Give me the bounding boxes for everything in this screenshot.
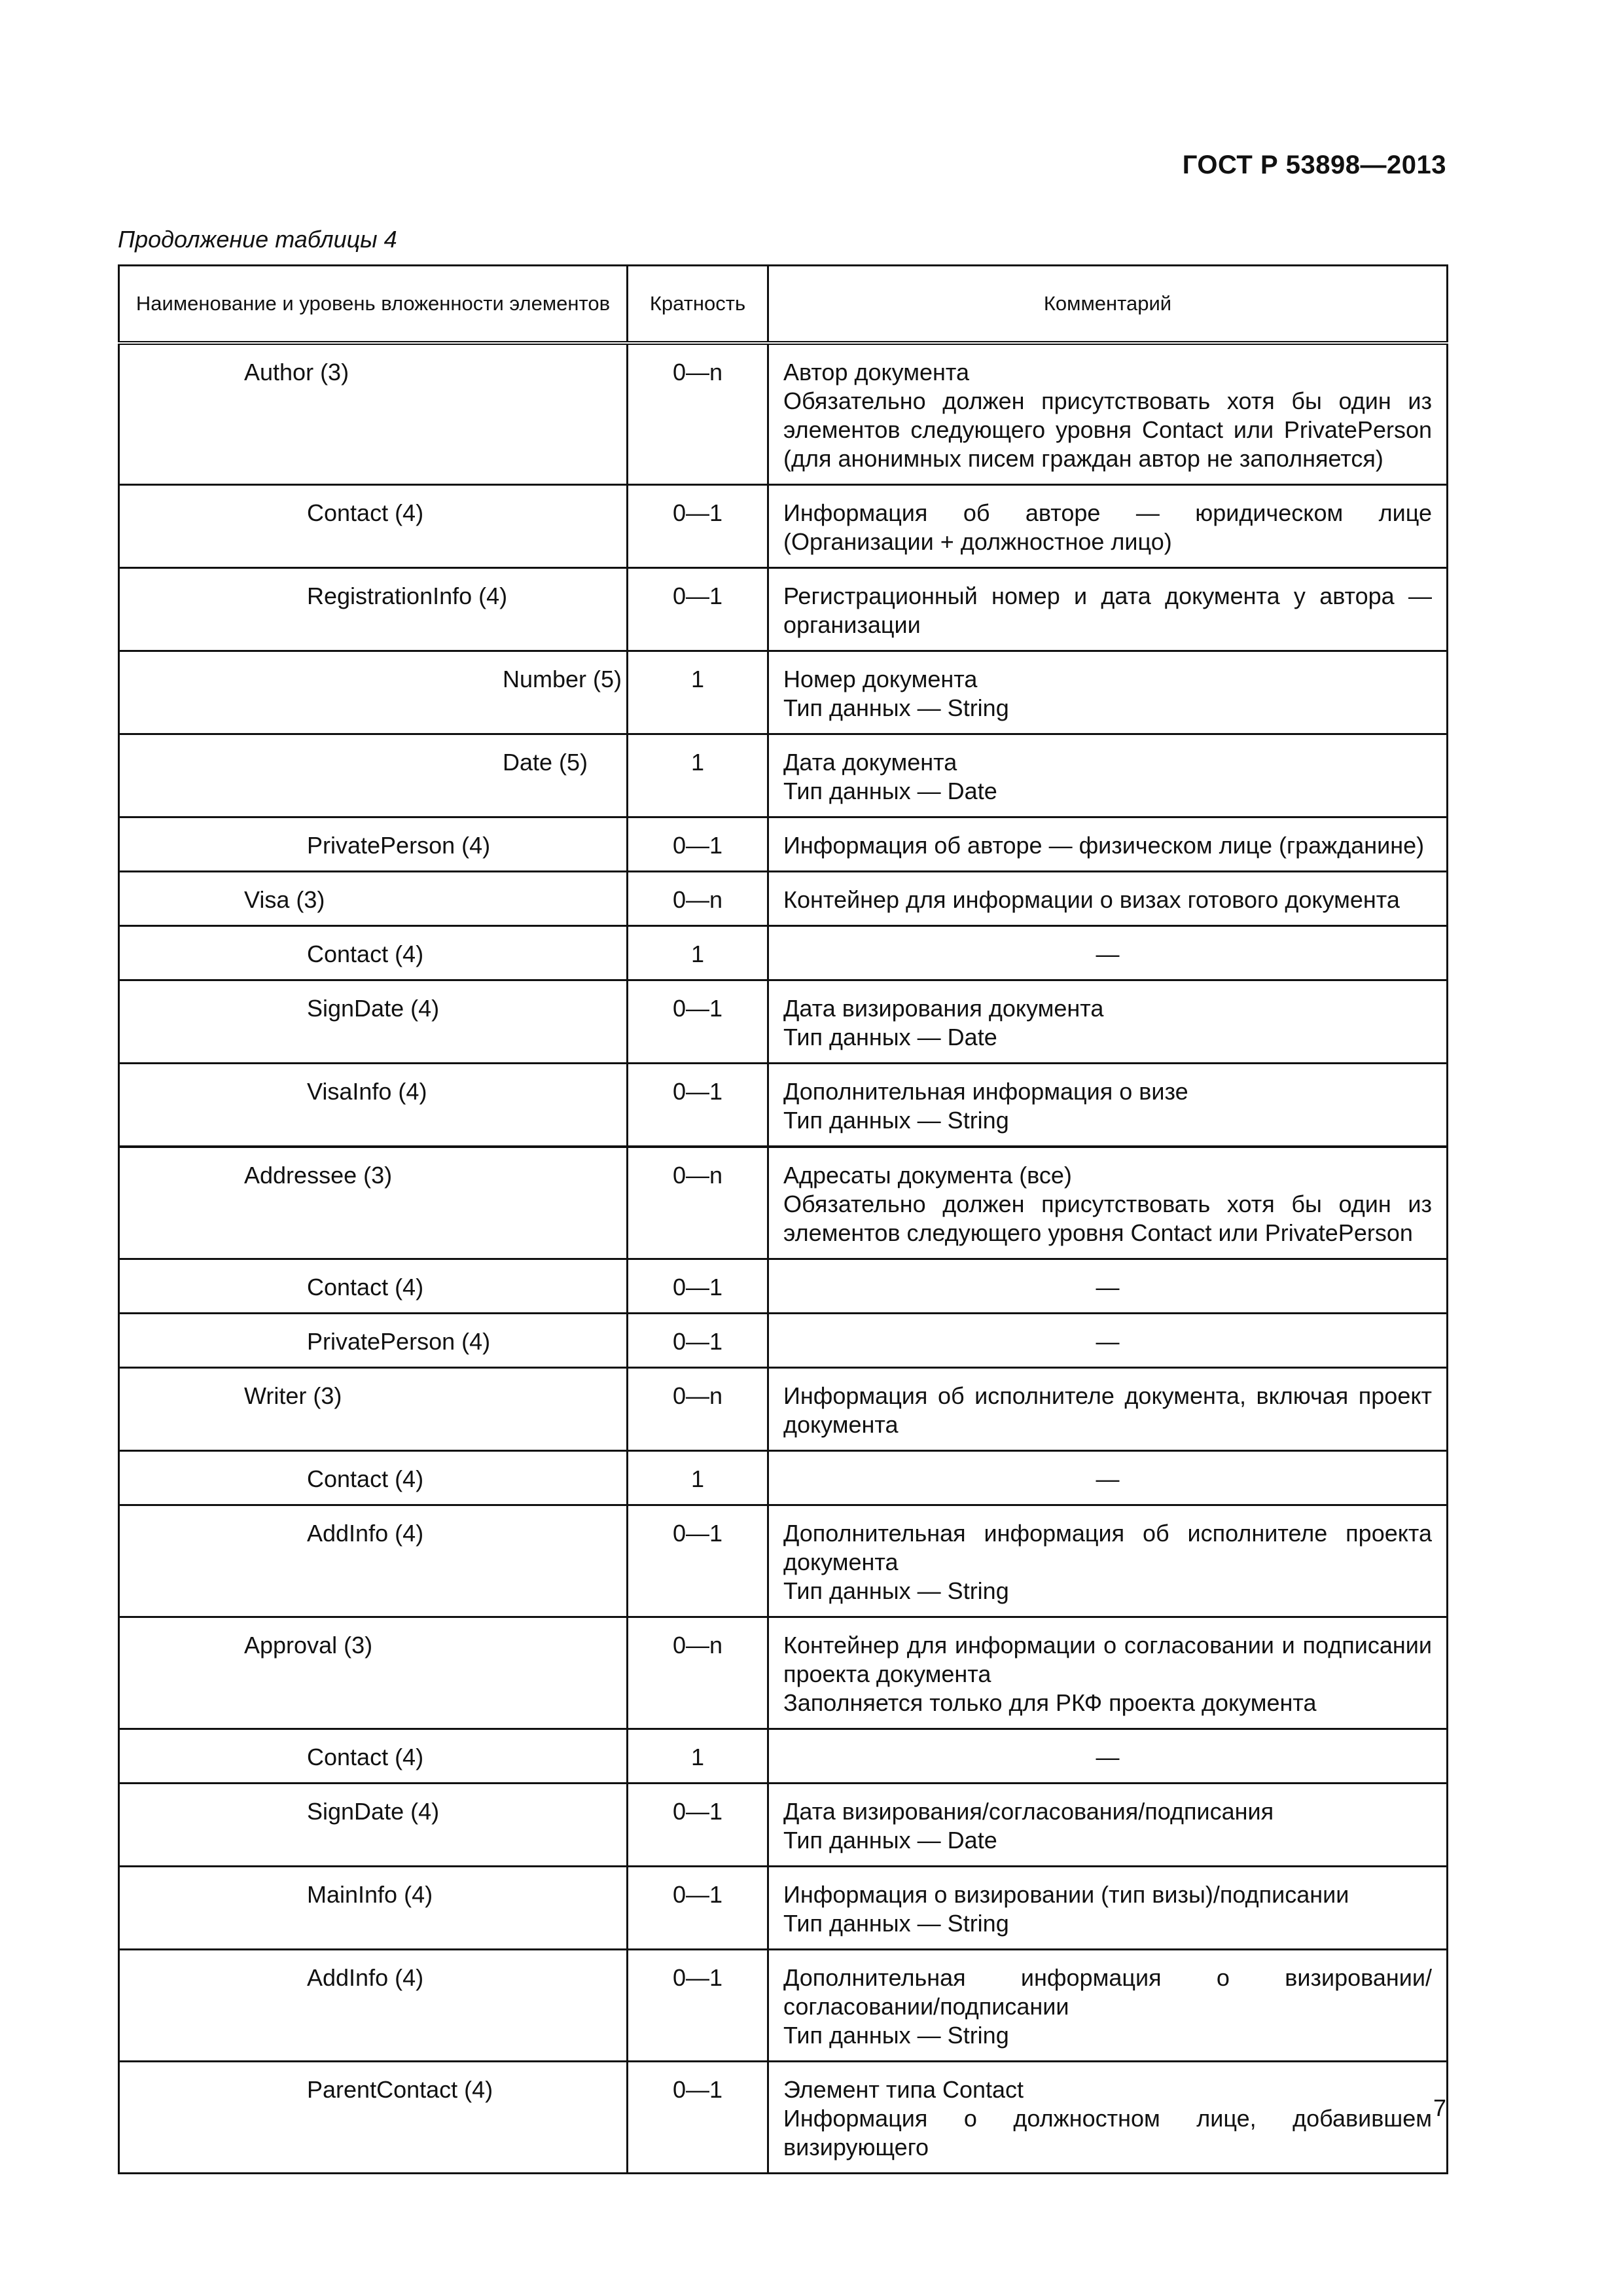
element-name-cell: Approval (3)	[119, 1617, 628, 1729]
multiplicity-cell: 1	[628, 1451, 768, 1505]
element-name-cell: Writer (3)	[119, 1368, 628, 1451]
comment-line: —	[1096, 1328, 1120, 1355]
table-row	[119, 1314, 1448, 1368]
table-row	[119, 926, 1448, 980]
element-name-cell: Addressee (3)	[119, 1147, 628, 1259]
multiplicity-cell: 0—1	[628, 1314, 768, 1368]
element-name-cell: MainInfo (4)	[119, 1867, 628, 1950]
comment-cell	[768, 1617, 1448, 1729]
table-row	[119, 1784, 1448, 1867]
multiplicity-cell: 0—n	[628, 1617, 768, 1729]
element-name-cell: Contact (4)	[119, 1259, 628, 1314]
table-row	[119, 1505, 1448, 1617]
comment-cell	[768, 568, 1448, 651]
table-row	[119, 1950, 1448, 2062]
multiplicity-cell: 0—n	[628, 872, 768, 926]
table-row	[119, 1259, 1448, 1314]
comment-cell	[768, 2062, 1448, 2174]
multiplicity-cell: 0—1	[628, 1867, 768, 1950]
multiplicity-cell: 1	[628, 734, 768, 817]
comment-line: Контейнер для информации о визах готового документа	[783, 886, 1400, 913]
table-row	[119, 980, 1448, 1064]
comment-cell	[768, 980, 1448, 1064]
comment-line: Информация об авторе — физическом лице (гражданине)	[783, 832, 1425, 859]
element-name-cell: VisaInfo (4)	[119, 1064, 628, 1147]
element-name-cell: Visa (3)	[119, 872, 628, 926]
comment-cell	[768, 926, 1448, 980]
element-name-cell: ParentContact (4)	[119, 2062, 628, 2174]
comment-line: Регистрационный номер и дата документа у автора — организации	[783, 583, 1432, 638]
elements-table-container	[118, 264, 1446, 2174]
multiplicity-cell: 0—n	[628, 343, 768, 485]
table-row	[119, 2062, 1448, 2174]
comment-line: —	[1096, 1744, 1120, 1770]
comment-line: Тип данных — String	[783, 1910, 1009, 1937]
comment-line: Дополнительная информация о визе	[783, 1078, 1188, 1105]
element-name-cell: Contact (4)	[119, 485, 628, 568]
multiplicity-cell: 0—1	[628, 568, 768, 651]
multiplicity-cell: 0—1	[628, 485, 768, 568]
comment-line: Заполняется только для РКФ проекта документа	[783, 1689, 1317, 1716]
element-name-cell: Contact (4)	[119, 926, 628, 980]
comment-line: Тип данных — String	[783, 2022, 1009, 2049]
comment-cell	[768, 817, 1448, 872]
table-row	[119, 734, 1448, 817]
comment-cell	[768, 1064, 1448, 1147]
multiplicity-cell: 0—1	[628, 980, 768, 1064]
comment-line: Обязательно должен присутствовать хотя бы один из элементов следующего уровня Contact или PrivatePerson (для анонимных писем граждан автор не заполняется)	[783, 387, 1432, 472]
multiplicity-cell: 0—1	[628, 1259, 768, 1314]
element-name-cell: PrivatePerson (4)	[119, 1314, 628, 1368]
comment-line: Дата визирования/согласования/подписания	[783, 1798, 1274, 1825]
comment-cell	[768, 343, 1448, 485]
comment-cell	[768, 1867, 1448, 1950]
comment-line: Информация о должностном лице, добавившем визирующего	[783, 2105, 1432, 2161]
comment-line: Контейнер для информации о согласовании и подписании проекта документа	[783, 1632, 1432, 1687]
table-row	[119, 651, 1448, 734]
table-row	[119, 872, 1448, 926]
multiplicity-cell: 0—n	[628, 1368, 768, 1451]
comment-line: Номер документа	[783, 666, 978, 692]
comment-cell	[768, 1950, 1448, 2062]
comment-cell	[768, 1729, 1448, 1784]
table-row	[119, 1368, 1448, 1451]
multiplicity-cell: 1	[628, 651, 768, 734]
comment-line: Обязательно должен присутствовать хотя бы один из элементов следующего уровня Contact или PrivatePerson	[783, 1191, 1432, 1246]
comment-line: —	[1096, 941, 1120, 967]
table-row	[119, 1064, 1448, 1147]
table-row	[119, 568, 1448, 651]
element-name-cell: PrivatePerson (4)	[119, 817, 628, 872]
comment-line: —	[1096, 1465, 1120, 1492]
element-name-cell: RegistrationInfo (4)	[119, 568, 628, 651]
element-name-cell: AddInfo (4)	[119, 1505, 628, 1617]
column-header-multiplicity: Кратность	[628, 266, 768, 344]
multiplicity-cell: 0—1	[628, 1505, 768, 1617]
comment-cell	[768, 1505, 1448, 1617]
table-row	[119, 343, 1448, 485]
table-header-row	[119, 266, 1448, 344]
table-row	[119, 1147, 1448, 1259]
comment-line: Автор документа	[783, 359, 970, 386]
multiplicity-cell: 1	[628, 926, 768, 980]
element-name-cell: Number (5)	[119, 651, 628, 734]
comment-line: Адресаты документа (все)	[783, 1162, 1072, 1189]
comment-line: Информация о визировании (тип визы)/подписании	[783, 1881, 1349, 1908]
comment-cell	[768, 734, 1448, 817]
table-caption: Продолжение таблицы 4	[118, 226, 397, 253]
table-body	[119, 343, 1448, 2174]
multiplicity-cell: 1	[628, 1729, 768, 1784]
comment-line: Элемент типа Contact	[783, 2076, 1024, 2103]
table-row	[119, 1867, 1448, 1950]
element-name-cell: Author (3)	[119, 343, 628, 485]
element-name-cell: Date (5)	[119, 734, 628, 817]
multiplicity-cell: 0—n	[628, 1147, 768, 1259]
comment-cell	[768, 651, 1448, 734]
table-row	[119, 1451, 1448, 1505]
multiplicity-cell: 0—1	[628, 1784, 768, 1867]
comment-line: Информация об авторе — юридическом лице (Организации + должностное лицо)	[783, 499, 1432, 555]
comment-cell	[768, 1147, 1448, 1259]
comment-line: Тип данных — Date	[783, 1024, 997, 1050]
comment-line: Информация об исполнителе документа, включая проект документа	[783, 1382, 1432, 1438]
multiplicity-cell: 0—1	[628, 1950, 768, 2062]
multiplicity-cell: 0—1	[628, 1064, 768, 1147]
comment-cell	[768, 1784, 1448, 1867]
element-name-cell: SignDate (4)	[119, 980, 628, 1064]
element-name-cell: SignDate (4)	[119, 1784, 628, 1867]
table-row	[119, 1729, 1448, 1784]
standard-designation: ГОСТ Р 53898—2013	[1182, 151, 1446, 179]
comment-line: Дата документа	[783, 749, 957, 776]
column-header-name: Наименование и уровень вложенности элементов	[119, 266, 628, 344]
comment-line: —	[1096, 1274, 1120, 1300]
comment-line: Тип данных — Date	[783, 1827, 997, 1854]
elements-table	[118, 264, 1448, 2174]
comment-cell	[768, 1368, 1448, 1451]
comment-cell	[768, 485, 1448, 568]
page-number: 7	[1433, 2094, 1446, 2121]
element-name-cell: Contact (4)	[119, 1451, 628, 1505]
comment-line: Дополнительная информация об исполнителе проекта документа	[783, 1520, 1432, 1575]
comment-cell	[768, 1314, 1448, 1368]
comment-line: Тип данных — String	[783, 694, 1009, 721]
table-row	[119, 1617, 1448, 1729]
multiplicity-cell: 0—1	[628, 817, 768, 872]
comment-cell	[768, 872, 1448, 926]
element-name-cell: Contact (4)	[119, 1729, 628, 1784]
element-name-cell: AddInfo (4)	[119, 1950, 628, 2062]
comment-line: Дополнительная информация о визировании/согласовании/подписании	[783, 1964, 1432, 2020]
comment-line: Тип данных — Date	[783, 778, 997, 804]
comment-line: Тип данных — String	[783, 1577, 1009, 1604]
column-header-comment: Комментарий	[768, 266, 1448, 344]
comment-cell	[768, 1451, 1448, 1505]
comment-cell	[768, 1259, 1448, 1314]
comment-line: Дата визирования документа	[783, 995, 1104, 1022]
multiplicity-cell: 0—1	[628, 2062, 768, 2174]
table-row	[119, 485, 1448, 568]
table-row	[119, 817, 1448, 872]
comment-line: Тип данных — String	[783, 1107, 1009, 1134]
